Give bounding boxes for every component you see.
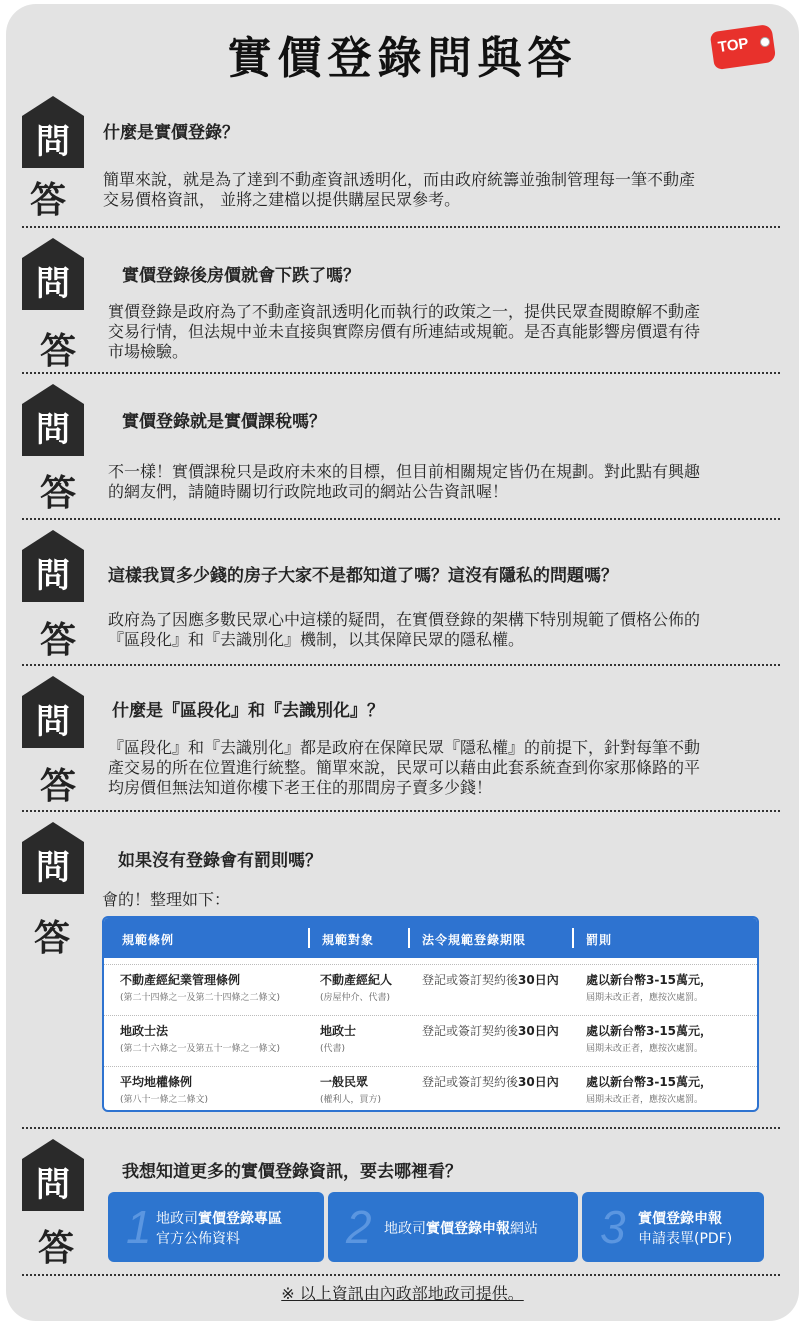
- link-sublabel: 官方公佈資料: [156, 1231, 240, 1247]
- top-button[interactable]: [712, 28, 774, 66]
- answer-badge: 答: [30, 179, 67, 221]
- answer-text: 不一樣！實價課稅只是政府未來的目標，但目前相關規定皆仍在規劃。對此點有興趣 的網友們，請隨時關切行政院地政司的網站公告資訊喔！: [108, 462, 701, 501]
- question-text: 如果沒有登錄會有罰則嗎？: [118, 851, 322, 871]
- column-header: 罰則: [586, 933, 613, 947]
- separator: [22, 1274, 780, 1276]
- link-number: 3: [600, 1201, 626, 1253]
- link-label: 實價登錄申報: [638, 1211, 722, 1227]
- link-number: 2: [346, 1201, 372, 1253]
- top-label: TOP: [716, 34, 750, 57]
- question-text: 這樣我買多少錢的房子大家不是都知道了嗎？這沒有隱私的問題嗎？: [108, 566, 618, 586]
- answer-text: 政府為了因應多數民眾心中這樣的疑問，在實價登錄的架構下特別規範了價格公佈的 『區段化』和『去識別化』機制，以其保障民眾的隱私權。: [108, 610, 701, 649]
- answer-badge: 答: [38, 1227, 75, 1269]
- answer-badge: 答: [40, 765, 77, 807]
- table-row: 不動產經紀業管理條例 (第二十四條之一及第二十四條之二條文) 不動產經紀人 (房屋仲介、代書) 登記或簽訂契約後30日內 處以新台幣3-15萬元， 屆期未改正者，應按次處罰。: [104, 964, 757, 1015]
- table-header: [104, 918, 757, 958]
- link-button-declaration-site[interactable]: [328, 1192, 578, 1262]
- question-text: 我想知道更多的實價登錄資訊，要去哪裡看？: [122, 1162, 462, 1182]
- link-label: 地政司實價登錄專區: [156, 1211, 282, 1227]
- separator: [22, 226, 780, 228]
- penalty-table: [102, 916, 759, 1112]
- separator: [22, 810, 780, 812]
- separator: [22, 372, 780, 374]
- link-label: 地政司實價登錄申報網站: [384, 1221, 538, 1237]
- question-badge: 問: [22, 676, 84, 748]
- question-text: 實價登錄就是實價課稅嗎？: [122, 412, 326, 432]
- answer-text: 『區段化』和『去識別化』都是政府在保障民眾『隱私權』的前提下，針對每筆不動 產交易的所在位置進行統整。簡單來說，民眾可以藉由此套系統查到你家那條路的平 均房價但無法知道你樓下老王住的那間房子賣多少錢！: [108, 738, 701, 797]
- separator: [22, 1127, 780, 1129]
- answer-badge: 答: [34, 917, 71, 959]
- table-row: 地政士法 (第二十六條之一及第五十一條之一條文) 地政士 (代書) 登記或簽訂契約後30日內 處以新台幣3-15萬元， 屆期未改正者，應按次處罰。: [104, 1015, 757, 1066]
- question-badge: 問: [22, 384, 84, 456]
- question-badge: 問: [22, 530, 84, 602]
- page-title: 實價登錄問與答: [227, 33, 578, 84]
- question-text: 實價登錄後房價就會下跌了嗎？: [122, 266, 360, 286]
- link-button-land-admin-zone[interactable]: [108, 1192, 324, 1262]
- column-header: 規範條例: [122, 933, 175, 947]
- question-text: 什麼是實價登錄？: [103, 123, 239, 143]
- question-badge: 問: [22, 1139, 84, 1211]
- answer-text: 簡單來說，就是為了達到不動產資訊透明化，而由政府統籌並強制管理每一筆不動產 交易價格資訊， 並將之建檔以提供購屋民眾參考。: [103, 170, 696, 209]
- answer-badge: 答: [40, 472, 77, 514]
- column-header: 規範對象: [322, 933, 375, 947]
- answer-text: 會的！整理如下：: [102, 890, 231, 909]
- answer-badge: 答: [40, 330, 77, 372]
- question-text: 什麼是『區段化』和『去識別化』？: [112, 701, 384, 721]
- table-row: 平均地權條例 (第八十一條之二條文) 一般民眾 (權利人，買方) 登記或簽訂契約後30日內 處以新台幣3-15萬元， 屆期未改正者，應按次處罰。: [104, 1066, 757, 1112]
- tag-hole: [760, 37, 770, 47]
- link-button-declaration-form[interactable]: [582, 1192, 764, 1262]
- question-badge: 問: [22, 238, 84, 310]
- column-header: 法令規範登錄期限: [422, 933, 527, 947]
- question-badge: 問: [22, 822, 84, 894]
- source-note: ※ 以上資訊由內政部地政司提供。: [281, 1284, 524, 1303]
- separator: [22, 664, 780, 666]
- link-number: 1: [126, 1201, 152, 1253]
- answer-badge: 答: [40, 619, 77, 661]
- answer-text: 實價登錄是政府為了不動產資訊透明化而執行的政策之一，提供民眾查閱瞭解不動產 交易行情，但法規中並未直接與實際房價有所連結或規範。是否真能影響房價還有待 市場檢驗。: [108, 302, 701, 361]
- question-badge: 問: [22, 96, 84, 168]
- separator: [22, 518, 780, 520]
- link-sublabel: 申請表單(PDF): [638, 1231, 733, 1247]
